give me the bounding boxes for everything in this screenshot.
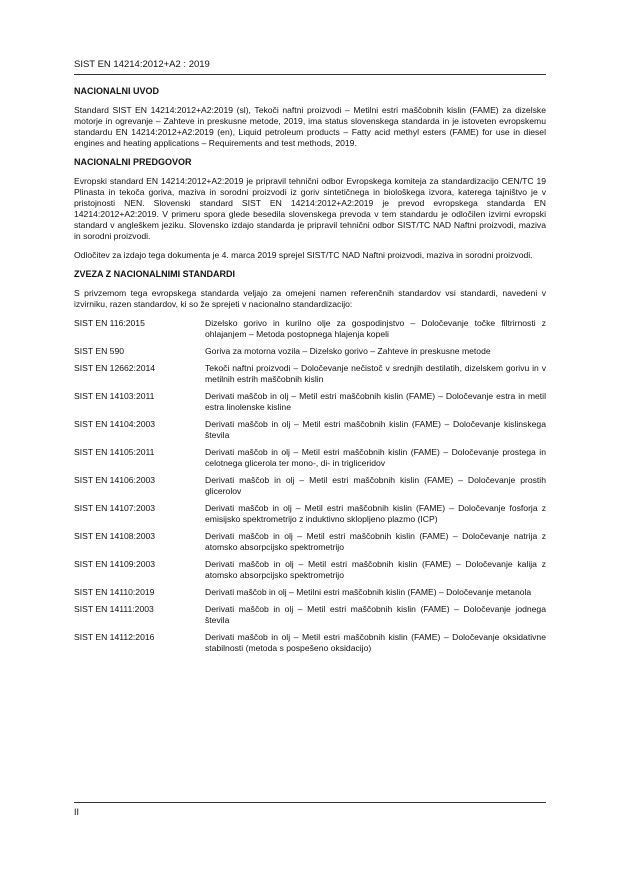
standard-title: Derivati maščob in olj – Metil estri maščobnih kislin (FAME) – Določevanje kalija z atomsko absorpcijsko spektrometrijo xyxy=(205,559,546,580)
standard-code: SIST EN 14106:2003 xyxy=(74,475,156,485)
page-number: II xyxy=(74,807,80,817)
standard-title: Dizelsko gorivo in kurilno olje za gospodinjstvo – Določevanje točke filtrirnosti z ohlajanjem – Metoda postopnega hlajenja kopeli xyxy=(205,318,546,339)
standard-row xyxy=(74,419,546,441)
standards-list xyxy=(74,318,546,654)
paragraph: Odločitev za izdajo tega dokumenta je 4. marca 2019 sprejel SIST/TC NAD Naftni proizvodi, maziva in sorodni proizvodi. xyxy=(74,250,533,260)
standard-row xyxy=(74,475,546,497)
section-nacionalni-predgovor xyxy=(74,157,546,261)
standard-title: Derivati maščob in olj – Metil estri maščobnih kislin (FAME) – Določevanje oksidativne stabilnosti (metoda s pospešeno oksidacijo) xyxy=(205,632,546,653)
page-body xyxy=(74,86,546,660)
standard-code: SIST EN 12662:2014 xyxy=(74,363,156,373)
standard-row xyxy=(74,447,546,469)
section-heading: ZVEZA Z NACIONALNIMI STANDARDI xyxy=(74,269,235,279)
standard-row xyxy=(74,318,546,340)
standard-row xyxy=(74,559,546,581)
standard-title: Derivati maščob in olj – Metil estri maščobnih kislin (FAME) – Določevanje estra in metil estra linolenske kisline xyxy=(205,391,546,412)
standard-code: SIST EN 14110:2019 xyxy=(74,587,155,597)
standard-row xyxy=(74,503,546,525)
section-heading: NACIONALNI UVOD xyxy=(74,86,159,96)
standard-title: Derivati maščob in olj – Metil estri maščobnih kislin (FAME) – Določevanje natrija z atomsko absorpcijsko spektrometrijo xyxy=(205,531,546,552)
paragraph: Evropski standard EN 14214:2012+A2:2019 je pripravil tehnični odbor Evropskega komiteja za standardizacijo CEN/TC 19 Plinasta in tekoča goriva, maziva in sorodni proizvodi iz goriv sintetičnega in biološkega izvora, katerega tajništvo je v pristojnosti NEN. Slovenski standard SIST EN 14214:2012+A2:2019 je prevod evropskega standarda EN 14214:2012+A2:2019. V primeru spora glede besedila slovenskega prevoda v tem standardu je odločilen izvirni evropski standard v angleškem jeziku. Slovensko izdajo standarda je pripravil tehnični odbor SIST/TC NAD Naftni proizvodi, maziva in sorodni proizvodi. xyxy=(74,176,546,241)
standard-code: SIST EN 14107:2003 xyxy=(74,503,156,513)
paragraph: S privzemom tega evropskega standarda veljajo za omejeni namen referenčnih standardov vsi standardi, navedeni v izvirniku, razen standardov, ki so že sprejeti v nacionalno standardizacijo: xyxy=(74,288,546,309)
standard-title: Derivati maščob in olj – Metilni estri maščobnih kislin (FAME) – Določevanje metanola xyxy=(205,587,532,597)
standard-row xyxy=(74,587,546,598)
page-header: SIST EN 14214:2012+A2 : 2019 xyxy=(74,59,210,70)
standard-code: SIST EN 14109:2003 xyxy=(74,559,156,569)
standard-title: Derivati maščob in olj – Metil estri maščobnih kislin (FAME) – Določevanje kislinskega števila xyxy=(205,419,546,440)
standard-row xyxy=(74,632,546,654)
standard-code: SIST EN 14105:2011 xyxy=(74,447,155,457)
standard-title: Derivati maščob in olj – Metil estri maščobnih kislin (FAME) – Določevanje jodnega števila xyxy=(205,604,546,625)
section-heading: NACIONALNI PREDGOVOR xyxy=(74,157,192,167)
standard-code: SIST EN 116:2015 xyxy=(74,318,145,328)
standard-row xyxy=(74,531,546,553)
section-nacionalni-uvod xyxy=(74,86,546,149)
standard-code: SIST EN 14111:2003 xyxy=(74,604,154,614)
standard-title: Derivati maščob in olj – Metil estri maščobnih kislin (FAME) – Določevanje prostih glicerolov xyxy=(205,475,546,496)
standard-code: SIST EN 14112:2016 xyxy=(74,632,155,642)
standard-title: Derivati maščob in olj – Metil estri maščobnih kislin (FAME) – Določevanje fosforja z emisijsko spektrometrijo z induktivno sklopljeno plazmo (ICP) xyxy=(205,503,546,524)
standard-row xyxy=(74,391,546,413)
standard-code: SIST EN 14104:2003 xyxy=(74,419,156,429)
standard-row xyxy=(74,346,546,357)
standard-title: Tekoči naftni proizvodi – Določevanje nečistoč v srednjih destilatih, dizelskem gorivu in v metilnih estrih maščobnih kislin xyxy=(205,363,546,384)
section-zveza-z-nacionalnimi-standardi xyxy=(74,269,546,654)
standard-code: SIST EN 14108:2003 xyxy=(74,531,156,541)
standard-row xyxy=(74,363,546,385)
standard-code: SIST EN 590 xyxy=(74,346,124,356)
standard-title: Derivati maščob in olj – Metil estri maščobnih kislin (FAME) – Določevanje prostega in celotnega glicerola ter mono-, di- in trigliceridov xyxy=(205,447,546,468)
header-divider xyxy=(74,74,546,75)
footer-divider xyxy=(74,802,546,803)
paragraph: Standard SIST EN 14214:2012+A2:2019 (sl), Tekoči naftni proizvodi – Metilni estri maščobnih kislin (FAME) za dizelske motorje in ogrevanje – Zahteve in preskusne metode, 2019, ima status slovenskega standarda in je istoveten evropskemu standardu EN 14214:2012+A2:2019 (en), Liquid petroleum products – Fatty acid methyl esters (FAME) for use in diesel engines and heating applications – Requirements and test methods, 2019. xyxy=(74,105,546,148)
standard-title: Goriva za motorna vozila – Dizelsko gorivo – Zahteve in preskusne metode xyxy=(205,346,491,356)
standard-code: SIST EN 14103:2011 xyxy=(74,391,155,401)
standard-row xyxy=(74,604,546,626)
